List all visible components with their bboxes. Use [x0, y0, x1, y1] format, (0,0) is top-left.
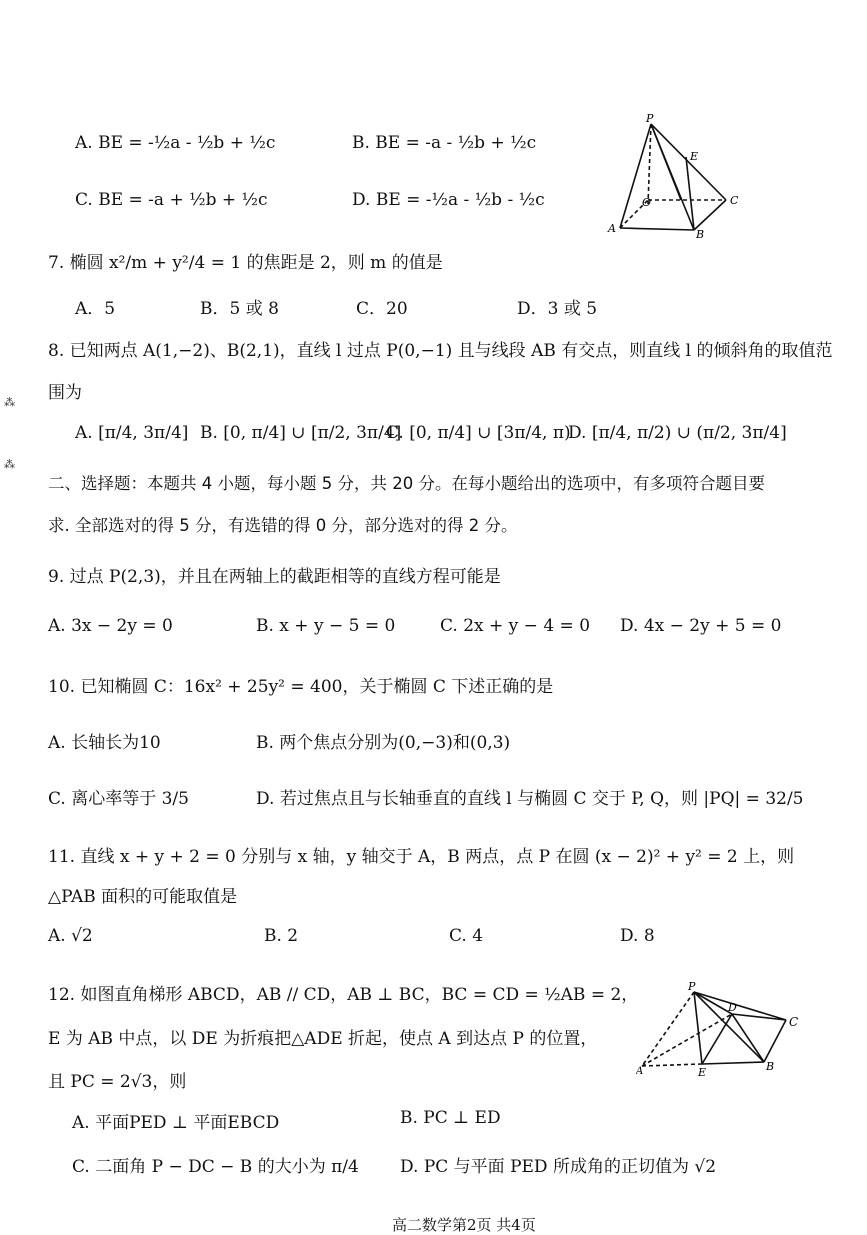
q6-option-a: A. BE = -½a - ½b + ½c [75, 133, 276, 153]
q11-option-d: D. 8 [620, 926, 655, 946]
q8-option-b: B. [0, π/4] ∪ [π/2, 3π/4] [200, 423, 402, 443]
q8-stem-continued: 围为 [48, 383, 82, 403]
q7-option-c: C．20 [356, 299, 408, 319]
q12-stem-continued-2: 且 PC = 2√3，则 [48, 1072, 187, 1092]
q12-option-d: D. PC 与平面 PED 所成角的正切值为 √2 [400, 1157, 717, 1177]
q7-option-b: B．5 或 8 [200, 299, 279, 319]
q9-option-c: C. 2x + y − 4 = 0 [440, 616, 591, 636]
q8-option-a: A. [π/4, 3π/4] [75, 423, 189, 443]
q9-option-a: A. 3x − 2y = 0 [48, 616, 173, 636]
q12-figure-label-c: C [789, 1015, 799, 1029]
q7-option-d: D．3 或 5 [517, 299, 598, 319]
margin-mark-bottom: ⁂ [4, 458, 15, 471]
q12-figure-label-a: A [636, 1066, 644, 1077]
page-footer: 高二数学第2页 共4页 [392, 1216, 536, 1234]
q11-option-c: C. 4 [449, 926, 484, 946]
q12-stem: 12. 如图直角梯形 ABCD，AB // CD，AB ⊥ BC，BC = CD = ½AB = 2， [48, 985, 639, 1005]
q12-figure-label-d: D [728, 1001, 737, 1014]
q6-figure-label-b: B [696, 228, 705, 241]
q12-figure-label-b: B [766, 1060, 775, 1073]
q6-figure-label-e: E [690, 150, 699, 163]
q10-option-c: C. 离心率等于 3/5 [48, 789, 189, 809]
q12-option-b: B. PC ⊥ ED [400, 1108, 501, 1128]
q11-stem: 11. 直线 x + y + 2 = 0 分别与 x 轴，y 轴交于 A，B 两点，点 P 在圆 (x − 2)² + y² = 2 上，则 [48, 847, 795, 867]
q6-figure-label-p: P [646, 112, 654, 125]
q6-pyramid-figure [606, 112, 756, 242]
q12-folded-trapezoid-figure [636, 978, 811, 1078]
q10-option-a: A. 长轴长为10 [48, 733, 161, 753]
q11-option-a: A. √2 [48, 926, 93, 946]
q8-option-d: D. [π/4, π/2) ∪ (π/2, 3π/4] [568, 423, 787, 443]
q12-stem-continued: E 为 AB 中点，以 DE 为折痕把△ADE 折起，使点 A 到达点 P 的位置， [48, 1029, 598, 1049]
q6-option-c: C. BE = -a + ½b + ½c [75, 190, 268, 210]
margin-mark-top: ⁂ [4, 396, 15, 409]
q6-figure-label-o: O [642, 196, 652, 209]
q12-option-a: A. 平面PED ⊥ 平面EBCD [72, 1113, 280, 1133]
q7-stem: 7. 椭圆 x²/m + y²/4 = 1 的焦距是 2，则 m 的值是 [48, 253, 443, 273]
q9-option-b: B. x + y − 5 = 0 [256, 616, 396, 636]
q10-option-b: B. 两个焦点分别为(0,−3)和(0,3) [256, 733, 511, 753]
q6-figure-label-c: C [730, 194, 739, 207]
q11-stem-continued: △PAB 面积的可能取值是 [48, 887, 238, 907]
q12-option-c: C. 二面角 P − DC − B 的大小为 π/4 [72, 1157, 359, 1177]
q10-stem: 10. 已知椭圆 C：16x² + 25y² = 400，关于椭圆 C 下述正确的是 [48, 677, 554, 697]
section2-instructions-line2: 求. 全部选对的得 5 分，有选错的得 0 分，部分选对的得 2 分。 [48, 516, 518, 535]
q6-figure-label-a: A [608, 222, 616, 235]
section2-instructions-line1: 二、选择题：本题共 4 小题，每小题 5 分，共 20 分。在每小题给出的选项中，有多项符合题目要 [48, 474, 765, 493]
q8-stem: 8. 已知两点 A(1,−2)、B(2,1)，直线 l 过点 P(0,−1) 且与线段 AB 有交点，则直线 l 的倾斜角的取值范 [48, 341, 833, 361]
q11-option-b: B. 2 [264, 926, 299, 946]
q7-option-a: A．5 [75, 299, 116, 319]
q8-option-c: C. [0, π/4] ∪ [3π/4, π) [386, 423, 571, 443]
q10-option-d: D. 若过焦点且与长轴垂直的直线 l 与椭圆 C 交于 P, Q，则 |PQ| = 32/5 [256, 789, 804, 809]
q9-stem: 9. 过点 P(2,3)，并且在两轴上的截距相等的直线方程可能是 [48, 567, 501, 587]
q12-figure-label-e: E [698, 1066, 707, 1078]
q6-option-b: B. BE = -a - ½b + ½c [352, 133, 537, 153]
q12-figure-label-p: P [688, 980, 696, 993]
q6-option-d: D. BE = -½a - ½b - ½c [352, 190, 545, 210]
q9-option-d: D. 4x − 2y + 5 = 0 [620, 616, 782, 636]
